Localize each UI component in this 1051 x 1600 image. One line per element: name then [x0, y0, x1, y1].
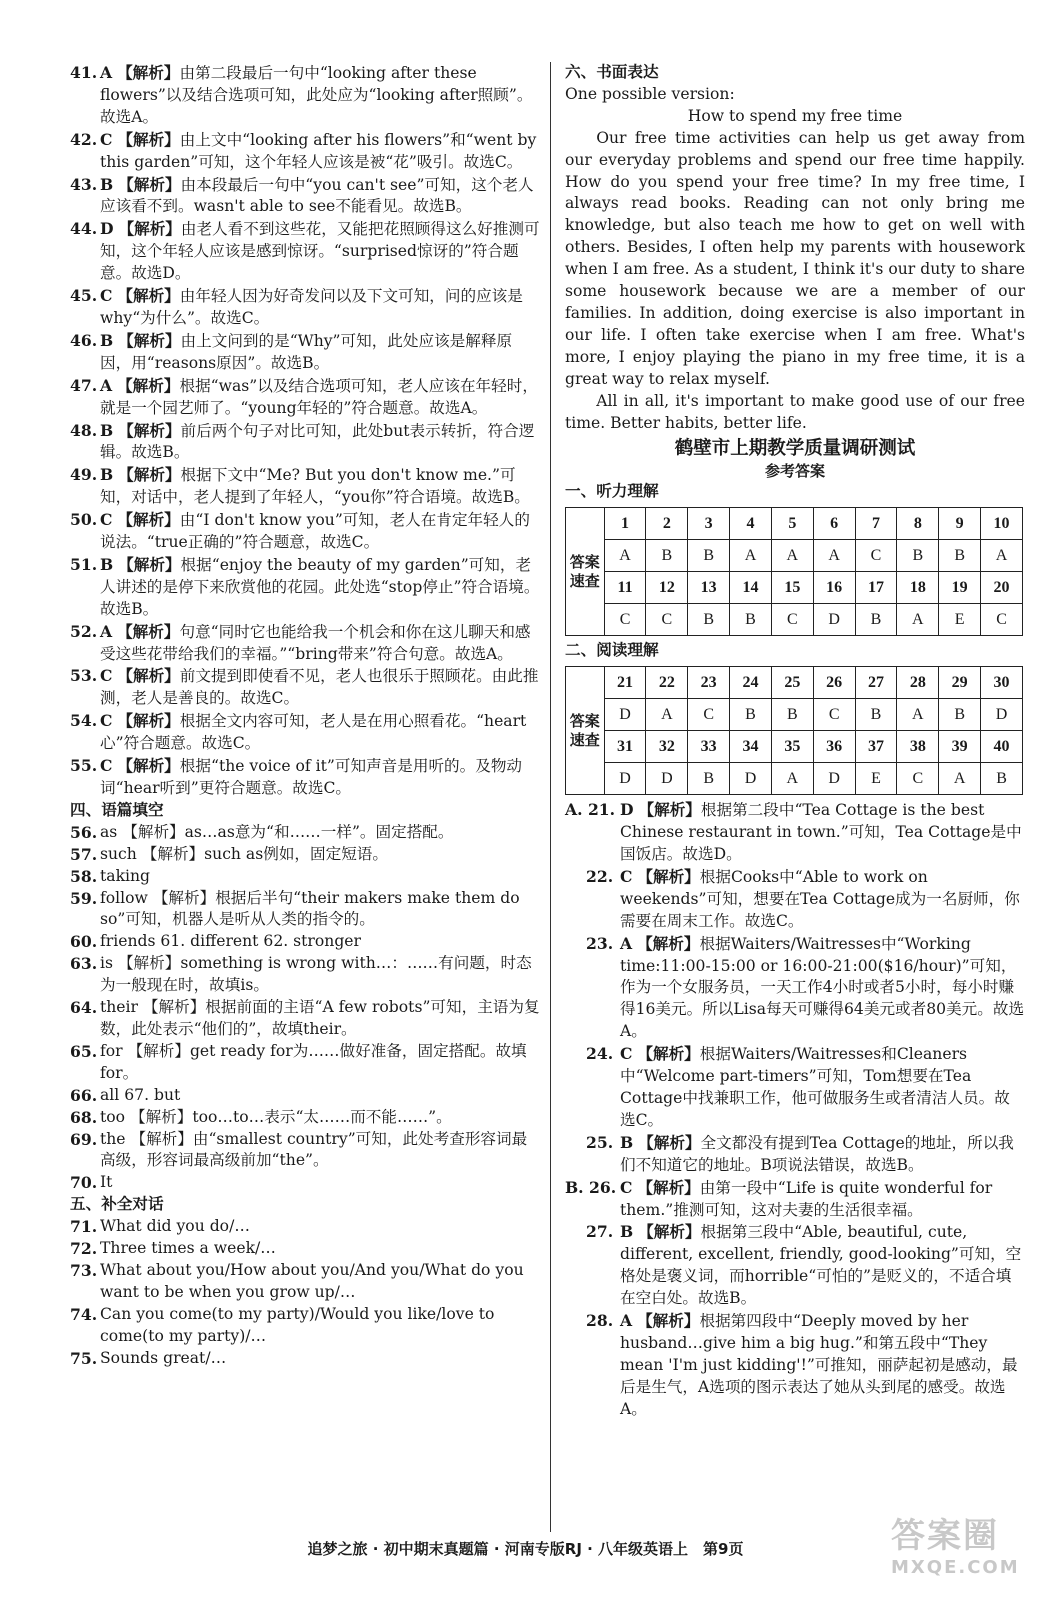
item-number: 47.	[70, 375, 98, 395]
essay-paragraph-1: Our free time activities can help us get away from our everyday problems and spend our free time happily. How do you spend your free time? In my free time, I always read books. Reading can not only bring me knowledge, but also teach me how to get on well with others. Besides, I often help my parents with housework when I am free. As a student, I think it's our duty to share some housework because we are a member of our families. In addition, doing exercise is also important in our life. I often take exercise when I am free. What's more, I enjoy playing the piano in my free time, it is a great way to relax myself.	[565, 128, 1025, 388]
item-text: 由“I don't know you”可知，老人在肯定年轻人的说法。“true正确的”符合题意，故选C。	[100, 511, 530, 552]
item-number: 54.	[70, 711, 98, 731]
answer-item	[565, 866, 1025, 933]
section-heading-1: 一、听力理解	[565, 482, 659, 501]
analysis-tag: 【解析】	[638, 1222, 701, 1242]
answer-item	[70, 509, 540, 554]
answer-item	[70, 554, 540, 621]
item-answer: A	[100, 63, 113, 82]
left-column	[70, 62, 540, 1369]
column-divider	[550, 62, 551, 1532]
question-number: 32	[646, 731, 688, 763]
answer-item	[565, 799, 1025, 866]
item-text: the 【解析】由“smallest country”可知，此处考查形容词最高级，形容词最高级前加“the”。	[100, 1129, 528, 1170]
item-number: 28.	[586, 1311, 614, 1331]
question-number: 6	[813, 508, 855, 540]
question-number: 17	[855, 572, 897, 604]
answer-cell: C	[688, 699, 730, 731]
item-answer: C	[100, 286, 113, 306]
answer-item	[70, 953, 540, 997]
question-number: 30	[981, 667, 1023, 699]
item-answer: D	[100, 219, 114, 239]
item-text: too 【解析】too…to…表示“太……而不能……”。	[100, 1107, 452, 1126]
answer-cell: D	[981, 699, 1023, 731]
item-text: Sounds great/…	[100, 1348, 227, 1367]
answer-row	[566, 699, 1023, 731]
question-number: 3	[688, 508, 730, 540]
item-answer: C	[100, 756, 113, 776]
question-number: 16	[813, 572, 855, 604]
answer-cell: D	[813, 763, 855, 795]
item-text: all 67. but	[100, 1085, 181, 1104]
item-text: Three times a week/…	[100, 1239, 276, 1258]
answer-item	[70, 1304, 540, 1348]
analysis-tag: 【解析】	[117, 375, 180, 395]
answer-item	[70, 1172, 540, 1194]
item-number: 66.	[70, 1085, 98, 1105]
item-number: 69.	[70, 1129, 98, 1149]
item-number: 60.	[70, 932, 98, 952]
question-number: 29	[939, 667, 981, 699]
answer-cell: E	[939, 604, 981, 636]
item-number: 65.	[70, 1041, 98, 1061]
answer-item	[565, 1132, 1025, 1177]
question-number: 27	[855, 667, 897, 699]
item-text: 前文提到即使看不见，老人也很乐于照顾花。由此推测，老人是善良的。故选C。	[100, 667, 539, 708]
item-number: 27.	[586, 1222, 614, 1242]
item-text: friends 61. different 62. stronger	[100, 932, 361, 951]
answer-cell: A	[981, 540, 1023, 572]
answer-title: 参考答案	[764, 462, 825, 481]
answer-cell: C	[646, 604, 688, 636]
number-row	[566, 667, 1023, 699]
right-column	[565, 62, 1025, 1421]
answer-cell: A	[813, 540, 855, 572]
answer-item	[70, 1238, 540, 1260]
answer-item	[565, 1043, 1025, 1132]
item-number: 49.	[70, 465, 98, 485]
number-row	[566, 731, 1023, 763]
item-number: 45.	[70, 286, 98, 306]
item-number: 43.	[70, 174, 98, 194]
analysis-tag: 【解析】	[638, 800, 701, 820]
answer-cell: B	[939, 699, 981, 731]
item-number: 68.	[70, 1107, 98, 1127]
item-number: 41.	[70, 63, 98, 82]
answer-item	[565, 1310, 1025, 1421]
question-number: 1	[604, 508, 646, 540]
answer-cell: C	[604, 604, 646, 636]
answer-cell: A	[771, 540, 813, 572]
item-number: B. 26.	[565, 1177, 617, 1197]
question-number: 22	[646, 667, 688, 699]
answer-item	[70, 464, 540, 509]
answer-cell: C	[981, 604, 1023, 636]
item-number: 72.	[70, 1239, 98, 1259]
listening-answer-table	[565, 507, 1023, 636]
answer-cell: B	[688, 604, 730, 636]
item-text: is 【解析】something is wrong with…：……有问题，时态为一般现在时，故填is。	[100, 954, 532, 995]
answer-cell: E	[855, 763, 897, 795]
item-text: 根据第四段中“Deeply moved by her husband…give him a big hug.”和第五段中“They mean 'I'm just kidding'!”可推知，丽萨起初是感动，最后是生气，A选项的图示表达了她从头到尾的感受。故选A。	[620, 1312, 1018, 1418]
section-heading-4: 四、语篇填空	[70, 800, 164, 819]
answer-cell: D	[604, 763, 646, 795]
analysis-tag: 【解析】	[117, 711, 180, 731]
page-footer: 追梦之旅 · 初中期末真题篇 · 河南专版RJ · 八年级英语上 第9页	[307, 1540, 744, 1558]
number-row	[566, 508, 1023, 540]
item-text: It	[100, 1173, 113, 1192]
section-heading-2: 二、阅读理解	[565, 641, 659, 660]
question-number: 15	[771, 572, 813, 604]
watermark-text: 答案圈	[891, 1516, 999, 1556]
question-number: 9	[939, 508, 981, 540]
question-number: 39	[939, 731, 981, 763]
answer-item	[70, 888, 540, 932]
answer-item	[70, 1129, 540, 1173]
item-text: 根据“the voice of it”可知声音是用听的。及物动词“hear听到”更符合题意。故选C。	[100, 757, 523, 797]
answer-row	[566, 763, 1023, 795]
question-number: 23	[688, 667, 730, 699]
question-number: 38	[897, 731, 939, 763]
item-number: 71.	[70, 1217, 98, 1237]
analysis-tag: 【解析】	[117, 510, 180, 530]
answer-item	[70, 822, 540, 844]
item-text: 句意“同时它也能给我一个机会和你在这儿聊天和感受这些花带给我们的幸福。”“bring带来”符合句意。故选A。	[100, 622, 531, 663]
item-number: 48.	[70, 420, 98, 440]
answer-cell: A	[897, 699, 939, 731]
item-text: 由第二段最后一句中“looking after these flowers”以及结合选项可知，此处应为“looking after照顾”。故选A。	[100, 64, 533, 126]
item-number: 63.	[70, 954, 98, 974]
answer-item	[70, 1260, 540, 1304]
answer-cell: C	[771, 604, 813, 636]
answer-cell: D	[813, 604, 855, 636]
answer-item	[70, 174, 540, 219]
answer-cell: B	[730, 604, 772, 636]
answer-cell: B	[939, 540, 981, 572]
item-text: as 【解析】as…as意为“和……一样”。固定搭配。	[100, 822, 454, 841]
answer-row	[566, 540, 1023, 572]
item-number: 58.	[70, 866, 98, 886]
item-text: What did you do/…	[100, 1217, 250, 1236]
item-number: 46.	[70, 330, 98, 350]
analysis-tag: 【解析】	[117, 621, 180, 641]
item-answer: B	[100, 174, 114, 194]
question-number: 13	[688, 572, 730, 604]
item-text: 由老人看不到这些花，又能把花照顾得这么好推测可知，这个年轻人应该是感到惊讶。“surprised惊讶的”符合题意。故选D。	[100, 220, 540, 283]
answer-cell: A	[939, 763, 981, 795]
item-answer: C	[620, 866, 633, 886]
answer-cell: A	[646, 699, 688, 731]
analysis-tag: 【解析】	[117, 666, 180, 686]
item-answer: B	[100, 330, 114, 350]
answer-cell: D	[730, 763, 772, 795]
item-number: 55.	[70, 756, 98, 776]
analysis-tag: 【解析】	[118, 420, 181, 440]
item-number: A. 21.	[565, 800, 616, 820]
item-text: 全文都没有提到Tea Cottage的地址，所以我们不知道它的地址。B项说法错误，故选B。	[620, 1133, 1014, 1174]
item-text: 由本段最后一句中“you can't see”可知，这个老人应该看不到。wasn't able to see不能看见。故选B。	[100, 175, 534, 216]
item-text: 根据Waiters/Waitresses和Cleaners中“Welcome part-timers”可知，Tom想要在Tea Cottage中找兼职工作，他可做服务生或者清洁人员。故选C。	[620, 1045, 1010, 1129]
answer-cell: B	[855, 604, 897, 636]
item-answer: B	[100, 554, 114, 574]
item-text: 根据第二段中“Tea Cottage is the best Chinese restaurant in town.”可知，Tea Cottage是中国饭店。故选D。	[620, 801, 1022, 864]
analysis-tag: 【解析】	[637, 1177, 700, 1197]
answer-item	[70, 1107, 540, 1129]
question-number: 14	[730, 572, 772, 604]
item-text: 根据第三段中“Able, beautiful, cute, different, excellent, friendly, good-looking”可知，空格处是褒义词，而horrible“可怕的”是贬义的，不适合填在空白处。故选B。	[620, 1223, 1022, 1308]
answer-item	[70, 129, 540, 174]
analysis-tag: 【解析】	[117, 63, 180, 82]
question-number: 28	[897, 667, 939, 699]
answer-item	[70, 1348, 540, 1370]
item-answer: A	[620, 933, 633, 953]
item-number: 52.	[70, 621, 98, 641]
answer-item	[70, 218, 540, 285]
question-number: 11	[604, 572, 646, 604]
analysis-tag: 【解析】	[117, 129, 180, 149]
item-answer: A	[620, 1311, 633, 1331]
section-heading-6: 六、书面表达	[565, 63, 659, 81]
question-number: 33	[688, 731, 730, 763]
question-number: 24	[730, 667, 772, 699]
answer-item	[70, 997, 540, 1041]
item-answer: C	[100, 129, 113, 149]
item-text: taking	[100, 866, 151, 885]
item-number: 44.	[70, 219, 98, 239]
item-number: 75.	[70, 1348, 98, 1368]
item-answer: B	[100, 420, 114, 440]
answer-item	[70, 62, 540, 129]
item-number: 25.	[586, 1132, 614, 1152]
answer-item	[70, 621, 540, 666]
question-number: 37	[855, 731, 897, 763]
item-answer: A	[100, 621, 113, 641]
answer-cell: B	[688, 540, 730, 572]
item-answer: C	[620, 1044, 633, 1064]
question-number: 7	[855, 508, 897, 540]
answer-item	[565, 1221, 1025, 1310]
answer-item	[70, 420, 540, 465]
answer-cell: A	[771, 763, 813, 795]
answer-item	[70, 1216, 540, 1238]
item-answer: C	[620, 1177, 633, 1197]
item-text: 根据下文中“Me? But you don't know me.”可知，对话中，老人提到了年轻人，“you你”符合语境。故选B。	[100, 466, 530, 507]
reading-analysis	[565, 799, 1025, 1420]
item-answer: C	[100, 666, 113, 686]
question-number: 25	[771, 667, 813, 699]
item-number: 51.	[70, 554, 98, 574]
item-number: 74.	[70, 1304, 98, 1324]
item-answer: B	[620, 1222, 634, 1242]
item-text: such 【解析】such as例如，固定短语。	[100, 844, 388, 863]
question-number: 31	[604, 731, 646, 763]
answer-cell: B	[771, 699, 813, 731]
item-answer: C	[100, 510, 113, 530]
item-text: Can you come(to my party)/Would you like/love to come(to my party)/…	[100, 1304, 495, 1345]
answer-item	[70, 330, 540, 375]
answer-cell: B	[646, 540, 688, 572]
item-number: 64.	[70, 998, 98, 1018]
item-answer: B	[620, 1132, 634, 1152]
item-answer: D	[620, 800, 634, 820]
item-text: 由年轻人因为好奇发问以及下文可知，问的应该是why“为什么”。故选C。	[100, 287, 523, 327]
watermark-url: MXQE.COM	[891, 1557, 1020, 1578]
item-number: 23.	[586, 933, 614, 953]
question-number: 10	[981, 508, 1023, 540]
question-number: 19	[939, 572, 981, 604]
item-text: 前后两个句子对比可知，此处but表示转折，符合逻辑。故选B。	[100, 421, 535, 462]
answer-item	[70, 931, 540, 953]
question-number: 12	[646, 572, 688, 604]
watermark-logo	[891, 1508, 1031, 1588]
answer-cell: B	[688, 763, 730, 795]
item-text: 根据全文内容可知，老人是在用心照看花。“heart心”符合题意。故选C。	[100, 712, 527, 753]
item-text: follow 【解析】根据后半句“their makers make them do so”可知，机器人是听从人类的指令的。	[100, 888, 520, 929]
answer-item	[565, 933, 1025, 1044]
question-number: 34	[730, 731, 772, 763]
answer-item	[70, 1041, 540, 1085]
item-text: their 【解析】根据前面的主语“A few robots”可知，主语为复数，此处表示“他们的”，故填their。	[100, 998, 540, 1038]
analysis-tag: 【解析】	[637, 866, 700, 886]
item-answer: A	[100, 375, 113, 395]
item-number: 42.	[70, 129, 98, 149]
answer-cell: C	[897, 763, 939, 795]
answer-cell: B	[981, 763, 1023, 795]
item-text: 根据Cooks中“Able to work on weekends”可知，想要在Tea Cottage成为一名厨师，你需要在周末工作。故选C。	[620, 867, 1020, 930]
item-number: 53.	[70, 666, 98, 686]
analysis-tag: 【解析】	[637, 1311, 700, 1331]
answer-cell: A	[604, 540, 646, 572]
item-text: What about you/How about you/And you/What do you want to be when you grow up/…	[100, 1260, 524, 1301]
answer-cell: C	[813, 699, 855, 731]
essay-title: How to spend my free time	[687, 106, 903, 125]
question-number: 35	[771, 731, 813, 763]
answer-cell: B	[855, 699, 897, 731]
answer-item	[70, 375, 540, 420]
item-text: 由第一段中“Life is quite wonderful for them.”推测可知，这对夫妻的生活很幸福。	[620, 1178, 993, 1219]
answer-cell: A	[730, 540, 772, 572]
question-number: 40	[981, 731, 1023, 763]
answer-row	[566, 604, 1023, 636]
cloze-answers	[70, 62, 540, 800]
reading-answer-table	[565, 666, 1023, 795]
analysis-tag: 【解析】	[637, 933, 700, 953]
question-number: 36	[813, 731, 855, 763]
question-number: 21	[604, 667, 646, 699]
answer-cell: C	[855, 540, 897, 572]
answer-item	[70, 665, 540, 710]
answer-item	[70, 1085, 540, 1107]
answer-cell: B	[730, 699, 772, 731]
answer-cell: D	[604, 699, 646, 731]
answer-item	[70, 710, 540, 755]
essay-paragraph-2: All in all, it's important to make good use of our free time. Better habits, better life.	[565, 391, 1025, 432]
number-row	[566, 572, 1023, 604]
item-text: 根据“was”以及结合选项可知，老人应该在年轻时，就是一个园艺师了。“young年轻的”符合题意。故选A。	[100, 376, 538, 417]
analysis-tag: 【解析】	[118, 219, 181, 239]
analysis-tag: 【解析】	[638, 1132, 701, 1152]
answer-cell: A	[897, 604, 939, 636]
analysis-tag: 【解析】	[118, 174, 181, 194]
item-number: 50.	[70, 510, 98, 530]
item-text: 根据Waiters/Waitresses中“Working time:11:00-15:00 or 16:00-21:00($16/hour)”可知，作为一个女服务员，一天工作4小时或者5小时，每小时赚得16美元。所以Lisa每天可赚得64美元或者80美元。故选A。	[620, 934, 1025, 1041]
analysis-tag: 【解析】	[118, 554, 181, 574]
item-text: 由上文中“looking after his flowers”和“went by this garden”可知，这个年轻人应该是被“花”吸引。故选C。	[100, 130, 537, 171]
possible-version-label: One possible version:	[565, 84, 735, 103]
question-number: 4	[730, 508, 772, 540]
answer-item	[70, 866, 540, 888]
answer-item	[70, 285, 540, 330]
fill-in-answers	[70, 822, 540, 1194]
analysis-tag: 【解析】	[637, 1044, 700, 1064]
question-number: 26	[813, 667, 855, 699]
answer-item	[70, 844, 540, 866]
dialogue-answers	[70, 1216, 540, 1369]
section-heading-5: 五、补全对话	[70, 1195, 164, 1214]
answer-cell: B	[897, 540, 939, 572]
analysis-tag: 【解析】	[118, 465, 181, 485]
analysis-tag: 【解析】	[118, 330, 181, 350]
item-text: 由上文问到的是“Why”可知，此处应该是解释原因，用“reasons原因”。故选B。	[100, 331, 513, 372]
test-title: 鹤壁市上期教学质量调研测试	[674, 438, 916, 460]
question-number: 5	[771, 508, 813, 540]
item-number: 56.	[70, 822, 98, 842]
analysis-tag: 【解析】	[117, 756, 180, 776]
item-text: 根据“enjoy the beauty of my garden”可知，老人讲述的是停下来欣赏他的花园。此处选“stop停止”符合语境。故选B。	[100, 555, 540, 618]
item-number: 70.	[70, 1173, 98, 1193]
analysis-tag: 【解析】	[117, 286, 180, 306]
question-number: 20	[981, 572, 1023, 604]
item-answer: B	[100, 465, 114, 485]
item-number: 57.	[70, 844, 98, 864]
item-answer: C	[100, 711, 113, 731]
item-text: for 【解析】get ready for为……做好准备，固定搭配。故填for。	[100, 1041, 527, 1082]
question-number: 8	[897, 508, 939, 540]
item-number: 24.	[586, 1044, 614, 1064]
item-number: 22.	[586, 866, 614, 886]
table-label: 答案速查	[566, 667, 605, 795]
item-number: 59.	[70, 888, 98, 908]
question-number: 2	[646, 508, 688, 540]
table-label: 答案速查	[566, 508, 605, 636]
question-number: 18	[897, 572, 939, 604]
answer-item	[70, 755, 540, 800]
answer-cell: D	[646, 763, 688, 795]
answer-item	[565, 1177, 1025, 1222]
item-number: 73.	[70, 1260, 98, 1280]
